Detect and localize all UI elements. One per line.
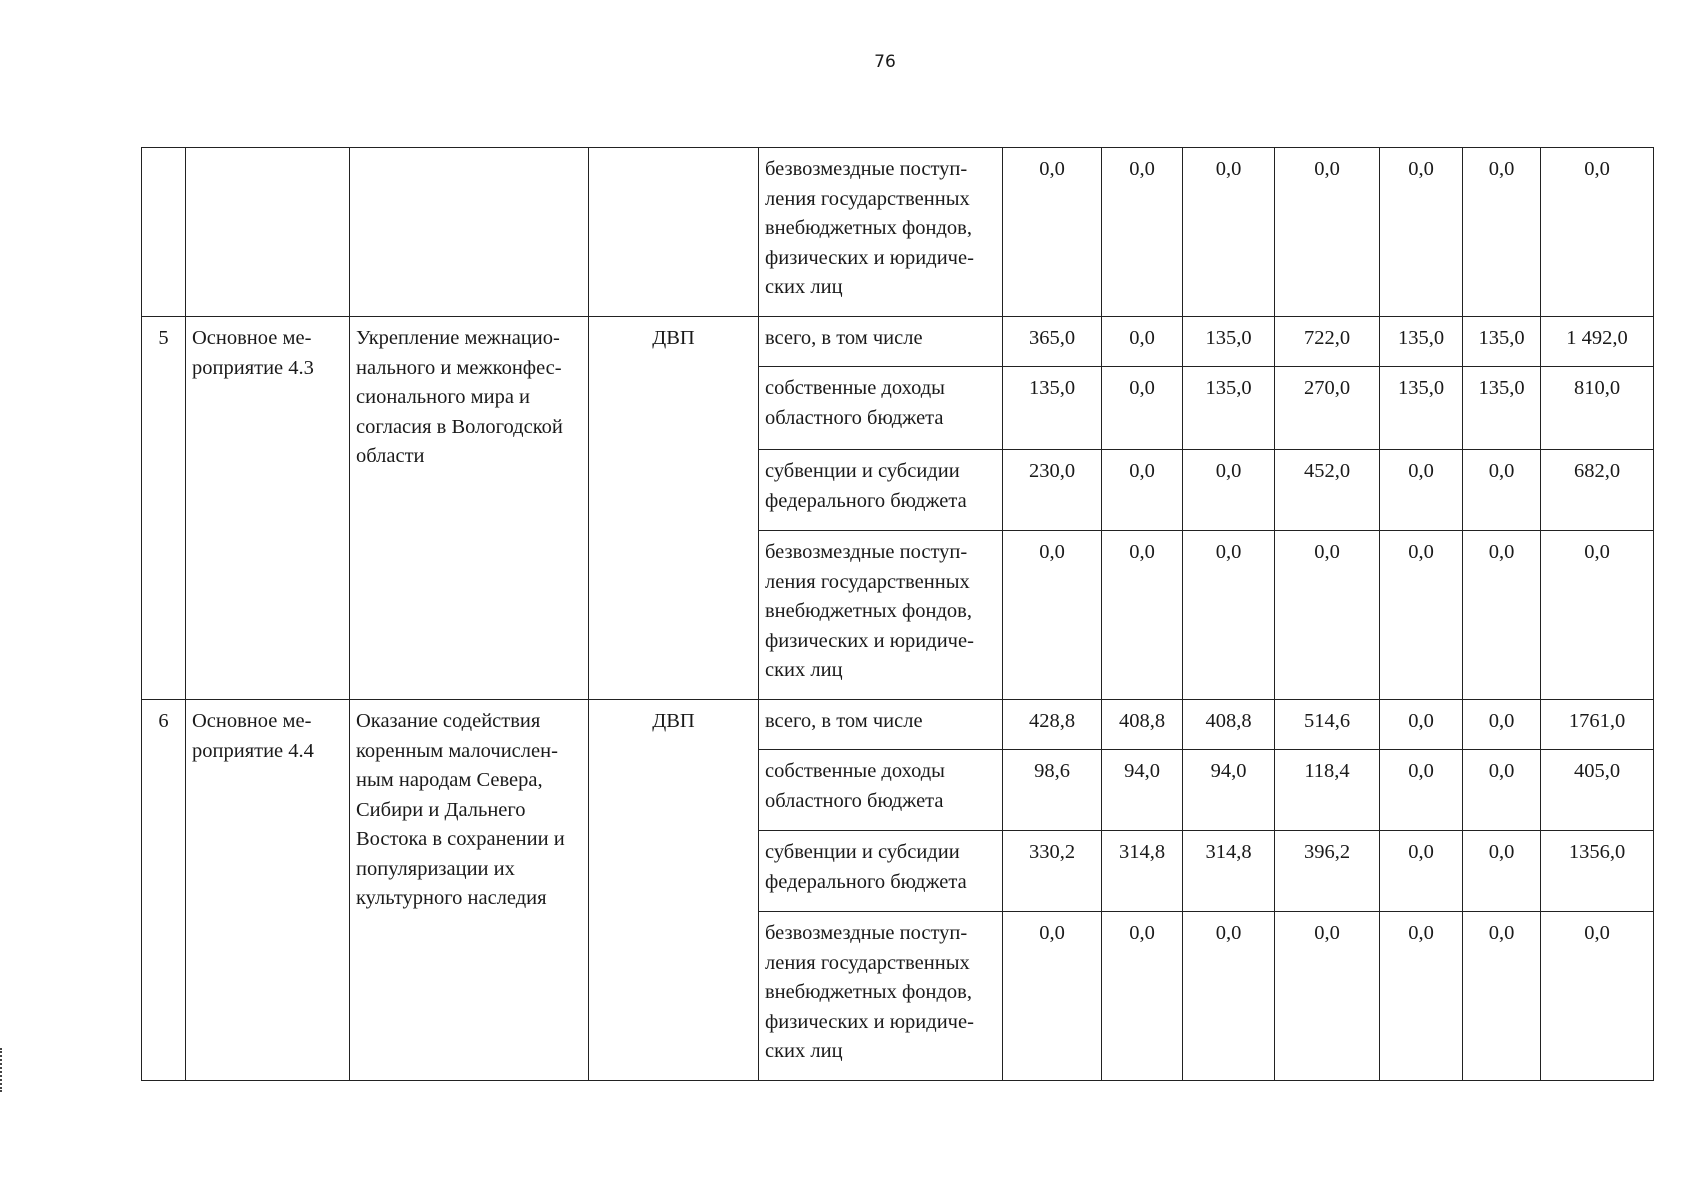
value-cell: 0,0	[1183, 450, 1275, 531]
value-cell: 408,8	[1102, 700, 1183, 750]
value-cell: 135,0	[1380, 367, 1463, 450]
value-cell: 0,0	[1102, 148, 1183, 317]
value-cell: 0,0	[1463, 831, 1541, 912]
event-title: Основное ме-роприятие 4.4	[186, 700, 350, 1081]
value-cell: 0,0	[1183, 148, 1275, 317]
value-cell: 0,0	[1541, 912, 1654, 1081]
value-cell: 0,0	[1102, 531, 1183, 700]
value-cell: 0,0	[1541, 148, 1654, 317]
funding-source-cell: всего, в том числе	[759, 317, 1003, 367]
value-cell: 0,0	[1003, 912, 1102, 1081]
value-cell: 330,2	[1003, 831, 1102, 912]
value-cell: 0,0	[1102, 317, 1183, 367]
value-cell: 0,0	[1380, 450, 1463, 531]
value-cell: 0,0	[1003, 531, 1102, 700]
empty-num-cell	[142, 148, 186, 317]
funding-source-cell: всего, в том числе	[759, 700, 1003, 750]
funding-source-cell: собственные доходы областного бюджета	[759, 750, 1003, 831]
value-cell: 118,4	[1275, 750, 1380, 831]
value-cell: 810,0	[1541, 367, 1654, 450]
funding-source-cell: субвенции и субсидии федерального бюджета	[759, 450, 1003, 531]
empty-name-cell	[350, 148, 589, 317]
funding-source-cell: субвенции и субсидии федерального бюджета	[759, 831, 1003, 912]
table-row	[142, 700, 1654, 750]
value-cell: 0,0	[1102, 912, 1183, 1081]
value-cell: 0,0	[1380, 531, 1463, 700]
executor: ДВП	[589, 700, 759, 1081]
value-cell: 682,0	[1541, 450, 1654, 531]
row-number: 5	[142, 317, 186, 700]
value-cell: 0,0	[1463, 148, 1541, 317]
value-cell: 365,0	[1003, 317, 1102, 367]
event-title: Основное ме-роприятие 4.3	[186, 317, 350, 700]
page-number: 76	[874, 52, 896, 72]
value-cell: 0,0	[1003, 148, 1102, 317]
value-cell: 0,0	[1463, 700, 1541, 750]
value-cell: 0,0	[1275, 531, 1380, 700]
value-cell: 0,0	[1380, 912, 1463, 1081]
value-cell: 0,0	[1275, 912, 1380, 1081]
value-cell: 514,6	[1275, 700, 1380, 750]
value-cell: 408,8	[1183, 700, 1275, 750]
value-cell: 314,8	[1102, 831, 1183, 912]
scan-edge-marks	[0, 1048, 5, 1092]
budget-table-body	[142, 148, 1654, 1081]
value-cell: 135,0	[1003, 367, 1102, 450]
funding-source-cell: безвозмездные поступ-ления государственных внебюджетных фондов, физических и юридиче-ских лиц	[759, 531, 1003, 700]
value-cell: 0,0	[1102, 367, 1183, 450]
empty-executor-cell	[589, 148, 759, 317]
value-cell: 94,0	[1102, 750, 1183, 831]
value-cell: 1 492,0	[1541, 317, 1654, 367]
value-cell: 98,6	[1003, 750, 1102, 831]
value-cell: 0,0	[1463, 531, 1541, 700]
value-cell: 314,8	[1183, 831, 1275, 912]
value-cell: 135,0	[1183, 367, 1275, 450]
value-cell: 428,8	[1003, 700, 1102, 750]
event-name: Оказание содействия коренным малочислен-ным народам Севера, Сибири и Дальнего Востока в сохранении и популяризации их культурного наследия	[350, 700, 589, 1081]
value-cell: 396,2	[1275, 831, 1380, 912]
value-cell: 135,0	[1463, 317, 1541, 367]
value-cell: 452,0	[1275, 450, 1380, 531]
value-cell: 135,0	[1463, 367, 1541, 450]
value-cell: 0,0	[1183, 912, 1275, 1081]
value-cell: 0,0	[1463, 750, 1541, 831]
value-cell: 0,0	[1380, 831, 1463, 912]
value-cell: 94,0	[1183, 750, 1275, 831]
value-cell: 0,0	[1275, 148, 1380, 317]
value-cell: 0,0	[1463, 912, 1541, 1081]
value-cell: 270,0	[1275, 367, 1380, 450]
funding-source-cell: безвозмездные поступ-ления государственных внебюджетных фондов, физических и юридиче-ских лиц	[759, 912, 1003, 1081]
budget-table	[141, 147, 1654, 1081]
table-row	[142, 317, 1654, 367]
value-cell: 1356,0	[1541, 831, 1654, 912]
value-cell: 0,0	[1380, 148, 1463, 317]
value-cell: 0,0	[1183, 531, 1275, 700]
value-cell: 722,0	[1275, 317, 1380, 367]
value-cell: 0,0	[1380, 750, 1463, 831]
value-cell: 0,0	[1463, 450, 1541, 531]
value-cell: 135,0	[1380, 317, 1463, 367]
executor: ДВП	[589, 317, 759, 700]
event-name: Укрепление межнацио-нального и межконфес-сионального мира и согласия в Вологодской области	[350, 317, 589, 700]
value-cell: 405,0	[1541, 750, 1654, 831]
funding-source-cell: безвозмездные поступ-ления государственных внебюджетных фондов, физических и юридиче-ских лиц	[759, 148, 1003, 317]
value-cell: 1761,0	[1541, 700, 1654, 750]
value-cell: 135,0	[1183, 317, 1275, 367]
value-cell: 0,0	[1380, 700, 1463, 750]
funding-source-cell: собственные доходы областного бюджета	[759, 367, 1003, 450]
empty-event-cell	[186, 148, 350, 317]
table-row	[142, 148, 1654, 317]
value-cell: 0,0	[1102, 450, 1183, 531]
row-number: 6	[142, 700, 186, 1081]
value-cell: 230,0	[1003, 450, 1102, 531]
value-cell: 0,0	[1541, 531, 1654, 700]
